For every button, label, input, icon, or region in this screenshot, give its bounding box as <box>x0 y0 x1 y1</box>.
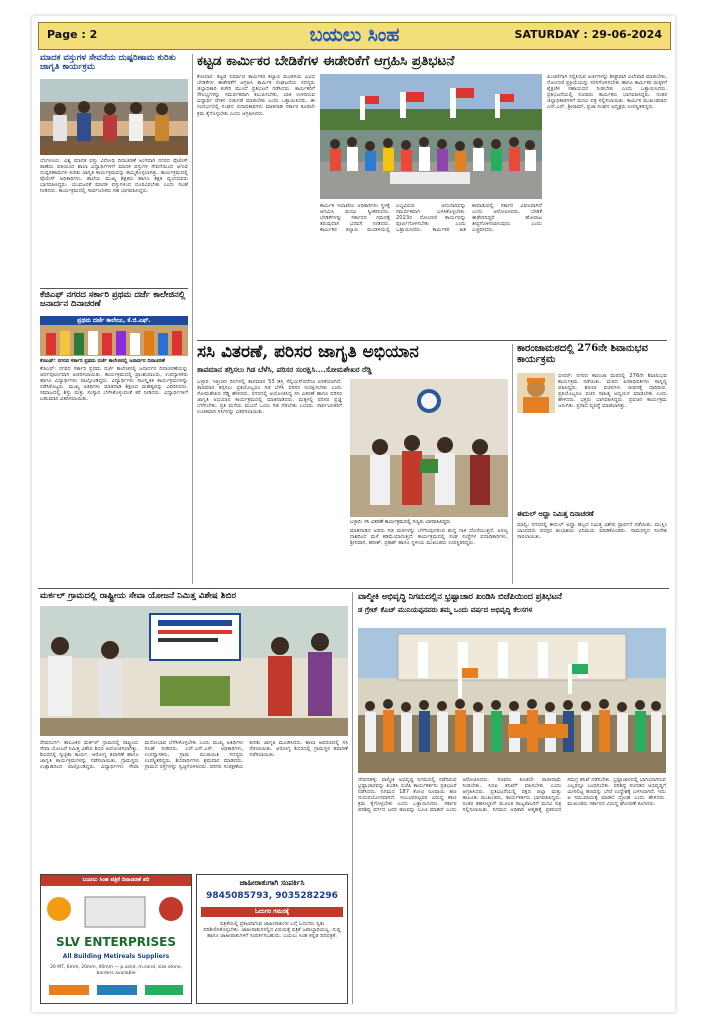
mid-story-headline: ಸಸಿ ವಿತರಣೆ, ಪರಿಸರ ಜಾಗೃತಿ ಅಭಿಯಾನ <box>197 342 419 362</box>
protest-photo-crowd <box>320 74 542 199</box>
protest-photo <box>320 74 542 199</box>
column-divider <box>512 344 513 584</box>
story2-caption: ಕೆಜಿಎಫ್: ನಗರದ ಸರ್ಕಾರಿ ಪ್ರಥಮ ದರ್ಜೆ ಕಾಲೇಜಿನಲ್ಲಿ ಜನಾರ್ದನ ದಿನಾಚರಣೆ <box>40 358 165 364</box>
story1-photo <box>40 79 188 155</box>
issue-date: SATURDAY : 29-06-2024 <box>514 28 662 41</box>
slv-ad-graphics <box>45 889 187 933</box>
column-divider <box>352 592 353 1004</box>
bjp-protest-photo <box>358 628 666 773</box>
bottom-right-headline: ವಾಲ್ಮೀಕಿ ಅಭಿವೃದ್ಧಿ ನಿಗಮದಲ್ಲಿನ ಭ್ರಷ್ಟಾಚಾರ ಖಂಡಿಸಿ ಬಿಜೆಪಿಯಿಂದ ಪ್ರತಿಭಟನೆ <box>358 591 562 601</box>
slv-ad-header: ಬಯಲು ಸಿಂಹ ಪತ್ರಿಕೆ ದಿನಾಚರಣೆ ಪರಿ <box>41 875 191 886</box>
slv-ad-tagline: All Building Metireals Suppliers <box>62 953 170 960</box>
classified-header: ಜಾಹೀರಾತುಗಾಗಿ ಸಂಪರ್ಕಿಸಿ <box>239 878 305 887</box>
nss-camp-photo <box>40 606 348 736</box>
story2-body: ಕೆಜಿಎಫ್: ನಗರದ ಸರ್ಕಾರಿ ಪ್ರಥಮ ದರ್ಜೆ ಕಾಲೇಜಿನಲ್ಲಿ ಜನಾರ್ದನ ದಿನಾಚರಣೆಯನ್ನು ಅರ್ಥಪೂರ್ಣವಾಗಿ ಆಚರಿಸಲಾಯಿತು. ಕಾರ್ಯಕ್ರಮದಲ್ಲಿ ಪ್ರಾಂಶುಪಾಲರು, ಉಪನ್ಯಾಸಕರು ಹಾಗೂ ವಿದ್ಯಾರ್ಥಿಗಳು ಪಾಲ್ಗೊಂಡಿದ್ದರು. ವಿದ್ಯಾರ್ಥಿಗಳು ಸಾಂಸ್ಕೃತಿಕ ಕಾರ್ಯಕ್ರಮಗಳನ್ನು ನಡೆಸಿಕೊಟ್ಟರು. ಮುಖ್ಯ ಅತಿಥಿಗಳು ಮಾತನಾಡಿ ಶಿಕ್ಷಣದ ಮಹತ್ವವನ್ನು ವಿವರಿಸಿದರು. ಸಮಾಜದಲ್ಲಿ ಶಿಸ್ತು ಮತ್ತು ಸಂಸ್ಕಾರ ಬೆಳೆಸಿಕೊಳ್ಳುವಂತೆ ಕರೆ ನೀಡಿದರು. ವಿದ್ಯಾರ್ಥಿಗಳಿಗೆ ಬಹುಮಾನ ವಿತರಿಸಲಾಯಿತು. <box>40 366 188 403</box>
top-story-body-left: ಕೋಲಾರ: ಕಟ್ಟಡ ನಿರ್ಮಾಣ ಕಾರ್ಮಿಕರ ಕಲ್ಯಾಣ ಮಂಡಳಿಯ ವಿವಿಧ ಬೇಡಿಕೆಗಳ ಈಡೇರಿಕೆಗೆ ಆಗ್ರಹಿಸಿ ಕಾರ್ಮಿಕ ಸಂಘಟನೆಯ ಸದಸ್ಯರು ಜಿಲ್ಲಾಧಿಕಾರಿ ಕಚೇರಿ ಮುಂದೆ ಪ್ರತಿಭಟನೆ ನಡೆಸಿದರು. ಕಾರ್ಮಿಕರಿಗೆ ಸೌಲಭ್ಯಗಳನ್ನು ಸಮರ್ಪಕವಾಗಿ ತಲುಪಿಸಬೇಕು, ಬಾಕಿ ಉಳಿದಿರುವ ವಿದ್ಯಾರ್ಥಿ ವೇತನ ಬಿಡುಗಡೆ ಮಾಡಬೇಕು ಎಂದು ಒತ್ತಾಯಿಸಿದರು. ಈ ಸಂದರ್ಭದಲ್ಲಿ ಸಂಘದ ಪದಾಧಿಕಾರಿಗಳು ಮಾತನಾಡಿ ಸರ್ಕಾರ ಕೂಡಲೇ ಕ್ರಮ ಕೈಗೊಳ್ಳಬೇಕು ಎಂದು ಆಗ್ರಹಿಸಿದರು. <box>197 74 315 117</box>
divider <box>197 340 667 341</box>
mid-story-body-right: ಮಾತನಾಡಿದ ಅವರು ಗಿಡ ಮರಗಳನ್ನು ಬೆಳೆಸುವುದರಿಂದ ಶುದ್ಧ ಗಾಳಿ ದೊರೆಯುತ್ತದೆ. ಅರಣ್ಯ ನಾಶದಿಂದ ಮಳೆ ಕಡಿಮೆಯಾಗುತ್ತಿದೆ. ಕಾರ್ಯಕ್ರಮದಲ್ಲಿ ಸಂಘ ಸಂಸ್ಥೆಗಳ ಪದಾಧಿಕಾರಿಗಳು, ಶ್ರೀನಿವಾಸ, ಹರೀಶ್, ಪ್ರಕಾಶ್ ಹಾಗೂ ಸ್ಥಳೀಯ ಮುಖಂಡರು ಉಪಸ್ಥಿತರಿದ್ದರು. <box>350 528 508 547</box>
bottom-right-body: ದೇವನಹಳ್ಳಿ: ವಾಲ್ಮೀಕಿ ಅಭಿವೃದ್ಧಿ ನಿಗಮದಲ್ಲಿ ನಡೆದಿರುವ ಭ್ರಷ್ಟಾಚಾರವನ್ನು ಖಂಡಿಸಿ ಬಿಜೆಪಿ ಕಾರ್ಯಕರ್ತರು ಪ್ರತಿಭಟನೆ ನಡೆಸಿದರು. ನಿಗಮದ 187 ಕೋಟಿ ರೂಪಾಯಿ ಹಣ ದುರುಪಯೋಗವಾಗಿದೆ. ಸಂಬಂಧಪಟ್ಟವರ ವಿರುದ್ಧ ಕಠಿಣ ಕ್ರಮ ಕೈಗೊಳ್ಳಬೇಕು ಎಂದು ಒತ್ತಾಯಿಸಿದರು. ಸರ್ಕಾರ ಪರಿಶಿಷ್ಟ ವರ್ಗದ ಜನರ ಹಣವನ್ನು ಲೂಟಿ ಮಾಡಿದೆ ಎಂದು ಆರೋಪಿಸಿದರು. ಸಚಿವರು ಕೂಡಲೇ ರಾಜೀನಾಮೆ ನೀಡಬೇಕು. ಸಿಬಿಐ ತನಿಖೆಗೆ ವಹಿಸಬೇಕು ಎಂದು ಆಗ್ರಹಿಸಿದರು. ಪ್ರತಿಭಟನೆಯಲ್ಲಿ ಪಕ್ಷದ ಜಿಲ್ಲಾ ಮತ್ತು ತಾಲೂಕು ಮುಖಂಡರು, ಕಾರ್ಯಕರ್ತರು ಭಾಗವಹಿಸಿದ್ದರು. ನಂತರ ತಹಸೀಲ್ದಾರ್ ಮೂಲಕ ರಾಜ್ಯಪಾಲರಿಗೆ ಮನವಿ ಪತ್ರ ಸಲ್ಲಿಸಲಾಯಿತು. ನಿಗಮದ ಅಧಿಕಾರಿ ಆತ್ಮಹತ್ಯೆ ಪ್ರಕರಣದ ಸಮಗ್ರ ತನಿಖೆ ನಡೆಸಬೇಕು. ಭ್ರಷ್ಟಾಚಾರದಲ್ಲಿ ಭಾಗಿಯಾಗಿರುವ ಎಲ್ಲರನ್ನೂ ಬಂಧಿಸಬೇಕು. ಪರಿಶಿಷ್ಟ ಪಂಗಡದ ಅಭಿವೃದ್ಧಿಗೆ ಮೀಸಲಿಟ್ಟ ಹಣವನ್ನು ಬೇರೆ ಉದ್ದೇಶಕ್ಕೆ ಬಳಸಲಾಗಿದೆ. ಇದು ಆ ಸಮುದಾಯಕ್ಕೆ ಮಾಡಿದ ದ್ರೋಹ ಎಂದು ಹೇಳಿದರು. ಮುಖಂಡರು ಸರ್ಕಾರದ ವಿರುದ್ಧ ಘೋಷಣೆ ಕೂಗಿದರು. <box>358 777 666 814</box>
story1-headline: ಮಾದಕ ವಸ್ತುಗಳ ಸೇವನೆಯ ದುಷ್ಪರಿಣಾಮ ಕುರಿತು ಜಾಗೃತಿ ಕಾರ್ಯಕ್ರಮ <box>40 53 176 72</box>
sapling-photo-people <box>350 379 508 517</box>
swamiji-portrait <box>517 373 555 413</box>
sapling-distribution-photo <box>350 379 508 517</box>
bottom-left-body: ದೇವದುರ್ಗ: ತಾಲೂಕಿನ ಮರ್ಕಲ್ ಗ್ರಾಮದಲ್ಲಿ ರಾಷ್ಟ್ರೀಯ ಸೇವಾ ಯೋಜನೆ ನಿಮಿತ್ತ ವಿಶೇಷ ಶಿಬಿರ ಆಯೋಜಿಸಲಾಗಿತ್ತು. ಶಿಬಿರದಲ್ಲಿ ಸ್ವಚ್ಛತಾ ಕಾರ್ಯ, ಆರೋಗ್ಯ ತಪಾಸಣೆ ಹಾಗೂ ಜಾಗೃತಿ ಕಾರ್ಯಕ್ರಮಗಳನ್ನು ನಡೆಸಲಾಯಿತು. ಗ್ರಾಮಸ್ಥರು ಉತ್ಸಾಹದಿಂದ ಪಾಲ್ಗೊಂಡಿದ್ದರು. ವಿದ್ಯಾರ್ಥಿಗಳು ಸೇವಾ ಮನೋಭಾವ ಬೆಳೆಸಿಕೊಳ್ಳಬೇಕು ಎಂದು ಮುಖ್ಯ ಅತಿಥಿಗಳು ಸಲಹೆ ನೀಡಿದರು. ಎನ್.ಎಸ್.ಎಸ್. ಅಧಿಕಾರಿಗಳು, ಉಪನ್ಯಾಸಕರು, ಗ್ರಾಮ ಪಂಚಾಯಿತಿ ಸದಸ್ಯರು ಉಪಸ್ಥಿತರಿದ್ದರು. ಶಿಬಿರಾರ್ಥಿಗಳು ಶ್ರಮದಾನ ಮಾಡಿದರು. ಗ್ರಾಮದ ರಸ್ತೆಗಳನ್ನು ಸ್ವಚ್ಛಗೊಳಿಸಿದರು. ಪರಿಸರ ಸಂರಕ್ಷಣೆಯ ಕುರಿತು ಜಾಗೃತಿ ಮೂಡಿಸಿದರು. ಶಾಲಾ ಆವರಣದಲ್ಲಿ ಸಸಿ ನೆಡಲಾಯಿತು. ಆರೋಗ್ಯ ಶಿಬಿರದಲ್ಲಿ ಗ್ರಾಮಸ್ಥರ ತಪಾಸಣೆ ನಡೆಸಲಾಯಿತು. <box>40 740 348 771</box>
mid-story-subheadline: ತಾಪಮಾನ ತಗ್ಗಿಸಲು ಗಿಡ ಬೆಳೆಸಿ, ಪರಿಸರ ಸಂರಕ್ಷಿಸಿ....ಸೋಮಶೇಖರ ರೆಡ್ಡಿ <box>197 365 372 374</box>
classified-subheader: ಓದುಗರ ಗಮನಕ್ಕೆ <box>201 907 343 917</box>
bottom-right-subheadline: ಡ ಗ್ರೇಟ್ ಕೆಎಚ್ ಮುನಿಯಪ್ಪನವರು ತಮ್ಮ ಒಂದು ವರ್ಷದ ಅಭಿವೃದ್ಧಿ ಕೆಲಸಗಳ <box>358 605 533 614</box>
masthead-bar <box>38 22 671 50</box>
divider <box>38 588 669 589</box>
classified-body: ಪತ್ರಿಕೆಯಲ್ಲಿ ಪ್ರಕಟವಾಗುವ ಜಾಹೀರಾತುಗಳ ಬಗ್ಗೆ ಓದುಗರು ಸ್ವತಃ ಪರಿಶೀಲಿಸಿಕೊಳ್ಳಬೇಕು. ಜಾಹೀರಾತುಗಳಲ್ಲಿನ ವಿಷಯಕ್ಕೆ ಪತ್ರಿಕೆ ಜವಾಬ್ದಾರಿಯಲ್ಲ. ಸುದ್ದಿ ಹಾಗೂ ಜಾಹೀರಾತುಗಳಿಗೆ ಸಂಪರ್ಕಿಸಬಹುದು. ಬಯಲು ಸಿಂಹ ಕನ್ನಡ ದಿನಪತ್ರಿಕೆ. <box>203 921 341 940</box>
slv-ad-name: SLV ENTERPRISES <box>56 935 176 949</box>
slv-enterprises-ad <box>40 874 192 1004</box>
story1-body: ಬೆಂಗಳೂರು: ವಿಶ್ವ ಮಾದಕ ವಸ್ತು ವಿರೋಧಿ ದಿನಾಚರಣೆ ಅಂಗವಾಗಿ ನಗರದ ಪೊಲೀಸ್ ಠಾಣೆಯ ವತಿಯಿಂದ ಶಾಲಾ ವಿದ್ಯಾರ್ಥಿಗಳಿಗೆ ಮಾದಕ ವಸ್ತುಗಳ ಸೇವನೆಯಿಂದ ಆಗುವ ದುಷ್ಪರಿಣಾಮಗಳ ಕುರಿತು ಜಾಗೃತಿ ಕಾರ್ಯಕ್ರಮವನ್ನು ಹಮ್ಮಿಕೊಳ್ಳಲಾಗಿತ್ತು. ಕಾರ್ಯಕ್ರಮದಲ್ಲಿ ಪೊಲೀಸ್ ಅಧಿಕಾರಿಗಳು, ಶಾಲೆಯ ಮುಖ್ಯ ಶಿಕ್ಷಕರು ಹಾಗೂ ಶಿಕ್ಷಕ ವೃಂದದವರು ಭಾಗವಹಿಸಿದ್ದರು. ಯುವಜನತೆ ಮಾದಕ ವಸ್ತುಗಳಿಂದ ದೂರವಿರಬೇಕು ಎಂದು ಸಲಹೆ ನೀಡಿದರು. ಕಾರ್ಯಕ್ರಮದಲ್ಲಿ ಸಾರ್ವಜನಿಕರು ಸಹ ಭಾಗವಹಿಸಿದ್ದರು. <box>40 158 188 195</box>
bottom-left-headline: ಮರ್ಕಲ್ ಗ್ರಾಮದಲ್ಲಿ ರಾಷ್ಟ್ರೀಯ ಸೇವಾ ಯೋಜನೆ ನಿಮಿತ್ತ ವಿಶೇಷ ಶಿಬಿರ <box>40 591 237 601</box>
story2-photo <box>40 316 188 356</box>
right-story-sub-headline: ಈದುಲ್ ಅದ್ಹಾ ನಿಮಿತ್ತ ದಿನಾಚರಣೆ <box>517 510 594 518</box>
column-divider <box>192 54 193 584</box>
story2-headline: ಕೆಜಿಎಫ್ ನಗರದ ಸರ್ಕಾರಿ ಪ್ರಥಮ ದರ್ಜೆ ಕಾಲೇಜಿನಲ್ಲಿ ಜನಾರ್ದನ ದಿನಾಚರಣೆ <box>40 290 186 309</box>
right-story-headline: ಕಾರಂಜಾಮಠದಲ್ಲಿ 276ನೇ ಶಿವಾನುಭವ ಕಾರ್ಯಕ್ರಮ <box>517 343 648 365</box>
slv-ad-trucks <box>45 983 187 999</box>
slv-ad-details: 20 MT, 6mm, 20mm, 40mm — p.sand, m.sand, size stone, borders available <box>50 965 182 976</box>
right-story-body: ಬೀದರ್: ನಗರದ ಕಾರಂಜಾ ಮಠದಲ್ಲಿ 276ನೇ ಶಿವಾನುಭವ ಕಾರ್ಯಕ್ರಮ ನಡೆಯಿತು. ಮಠದ ಪೀಠಾಧಿಪತಿಗಳು ಸಾನ್ನಿಧ್ಯ ವಹಿಸಿದ್ದರು. ಶರಣರ ವಚನಗಳು ಜೀವನಕ್ಕೆ ದಾರಿದೀಪ. ಪ್ರತಿಯೊಬ್ಬರೂ ವಚನ ಸಾಹಿತ್ಯ ಅಧ್ಯಯನ ಮಾಡಬೇಕು ಎಂದು ಹೇಳಿದರು. ಭಕ್ತರು ಭಾಗವಹಿಸಿದ್ದರು. ಪ್ರವಚನ ಕಾರ್ಯಕ್ರಮ ಜರುಗಿತು. ಪ್ರಸಾದ ವ್ಯವಸ್ಥೆ ಮಾಡಲಾಗಿತ್ತು. <box>558 373 667 410</box>
classified-phone: 9845085793, 9035282296 <box>206 891 338 901</box>
college-banner: ಪ್ರಥಮ ದರ್ಜೆ ಕಾಲೇಜು, ಕೆ.ಜಿ.ಎಫ್. <box>40 316 188 325</box>
bjp-protest-crowd <box>358 628 666 773</box>
story2-photo-people <box>40 325 188 356</box>
mid-story-caption: ಬಳ್ಳಾರಿ: ಸಸಿ ವಿತರಣೆ ಕಾರ್ಯಕ್ರಮದಲ್ಲಿ ಗಣ್ಯರು ಭಾಗವಹಿಸಿದ್ದರು <box>350 519 451 525</box>
divider <box>40 288 188 289</box>
nss-camp-people <box>40 606 348 736</box>
newspaper-page <box>32 16 675 1012</box>
story1-photo-people <box>40 79 188 155</box>
top-story-body-right: ಪಿಂಚಣಿಗಾಗಿ ಸಲ್ಲಿಸಿರುವ ಅರ್ಜಿಗಳನ್ನು ಶೀಘ್ರವಾಗಿ ವಿಲೇವಾರಿ ಮಾಡಬೇಕು, ನೋಂದಣಿ ಪ್ರಕ್ರಿಯೆಯನ್ನು ಸರಳಗೊಳಿಸಬೇಕು ಹಾಗೂ ಕಾರ್ಮಿಕರ ಮಕ್ಕಳಿಗೆ ಶೈಕ್ಷಣಿಕ ಸಹಾಯಧನ ನೀಡಬೇಕು ಎಂದು ಒತ್ತಾಯಿಸಿದರು. ಪ್ರತಿಭಟನೆಯಲ್ಲಿ ನೂರಾರು ಕಾರ್ಮಿಕರು ಭಾಗವಹಿಸಿದ್ದರು. ನಂತರ ಜಿಲ್ಲಾಧಿಕಾರಿಗಳಿಗೆ ಮನವಿ ಪತ್ರ ಸಲ್ಲಿಸಲಾಯಿತು. ಕಾರ್ಮಿಕ ಮುಖಂಡರಾದ ಎನ್.ಎನ್. ಶ್ರೀರಾಮ್, ಪ್ರಜಾ ಸಂಘದ ಅಧ್ಯಕ್ಷರು ಉಪಸ್ಥಿತರಿದ್ದರು. <box>547 74 667 111</box>
top-story-headline: ಕಟ್ಟಡ ಕಾರ್ಮಿಕರ ಬೇಡಿಕೆಗಳ ಈಡೇರಿಕೆಗೆ ಆಗ್ರಹಿಸಿ ಪ್ರತಿಭಟನೆ <box>197 53 455 69</box>
top-story-body-bottom: ಕಾರ್ಮಿಕ ಇಲಾಖೆಯ ಅಧಿಕಾರಿಗಳು ಸ್ಥಳಕ್ಕೆ ಆಗಮಿಸಿ ಮನವಿ ಸ್ವೀಕರಿಸಿದರು. ಬೇಡಿಕೆಗಳನ್ನು ಸರ್ಕಾರದ ಗಮನಕ್ಕೆ ತರುವುದಾಗಿ ಭರವಸೆ ನೀಡಿದರು. ಕಾರ್ಮಿಕರ ಕಲ್ಯಾಣ ಮಂಡಳಿಯಲ್ಲಿ ಲಭ್ಯವಿರುವ ಅನುದಾನವನ್ನು ಸಮರ್ಪಕವಾಗಿ ಬಳಸಿಕೊಳ್ಳಬೇಕು. 2023ರ ನೋಂದಣಿ ಕಾರ್ಯವನ್ನು ಪೂರ್ಣಗೊಳಿಸಬೇಕು ಎಂದು ಒತ್ತಾಯಿಸಿದರು. ಕಾರ್ಮಿಕರ ಹಿತ ಕಾಪಾಡುವಲ್ಲಿ ಸರ್ಕಾರ ವಿಫಲವಾಗಿದೆ ಎಂದು ಆರೋಪಿಸಿದರು. ಬೇಡಿಕೆ ಈಡೇರದಿದ್ದರೆ ಹೋರಾಟ ತೀವ್ರಗೊಳಿಸಲಾಗುವುದು ಎಂದು ಎಚ್ಚರಿಸಿದರು. <box>320 203 542 234</box>
right-story-sub-body: ಮಾನ್ವಿ: ನಗರದಲ್ಲಿ ಈದುಲ್ ಅದ್ಹಾ ಹಬ್ಬದ ನಿಮಿತ್ತ ವಿಶೇಷ ಪ್ರಾರ್ಥನೆ ನಡೆಯಿತು. ಮುಸ್ಲಿಂ ಬಾಂಧವರು ಪರಸ್ಪರ ಶುಭಾಶಯ ವಿನಿಮಯ ಮಾಡಿಕೊಂಡರು. ಸಾಮರಸ್ಯದ ಸಂದೇಶ ಸಾರಲಾಯಿತು. <box>517 522 667 541</box>
mid-story-body-left: ಬಳ್ಳಾರಿ: ಇತ್ತೀಚಿನ ದಿನಗಳಲ್ಲಿ ತಾಪಮಾನ 53 ಡಿಗ್ರಿ ಸೆಲ್ಸಿಯಸ್‌ವರೆಗೂ ಏರಿಕೆಯಾಗಿದೆ. ತಾಪಮಾನ ತಗ್ಗಿಸಲು ಪ್ರತಿಯೊಬ್ಬರೂ ಗಿಡ ಬೆಳೆಸಿ ಪರಿಸರ ಸಂರಕ್ಷಿಸಬೇಕು ಎಂದು ಸೋಮಶೇಖರ ರೆಡ್ಡಿ ಹೇಳಿದರು. ನಗರದಲ್ಲಿ ಆಯೋಜಿಸಿದ್ದ ಸಸಿ ವಿತರಣೆ ಹಾಗೂ ಪರಿಸರ ಜಾಗೃತಿ ಅಭಿಯಾನ ಕಾರ್ಯಕ್ರಮದಲ್ಲಿ ಮಾತನಾಡಿದರು. ಮಕ್ಕಳಲ್ಲಿ ಪರಿಸರ ಪ್ರಜ್ಞೆ ಬೆಳೆಸಬೇಕು. ಪ್ರತಿ ಮನೆಯ ಮುಂದೆ ಒಂದು ಗಿಡ ನೆಡಬೇಕು ಎಂದರು. ಸಾರ್ವಜನಿಕರಿಗೆ ಉಚಿತವಾಗಿ ಸಸಿಗಳನ್ನು ವಿತರಿಸಲಾಯಿತು. <box>197 379 342 416</box>
swamiji-photo <box>517 373 555 413</box>
newspaper-title: ಬಯಲು ಸಿಂಹ <box>309 24 400 46</box>
classified-ad <box>196 874 348 1004</box>
page-number: Page : 2 <box>47 28 98 41</box>
